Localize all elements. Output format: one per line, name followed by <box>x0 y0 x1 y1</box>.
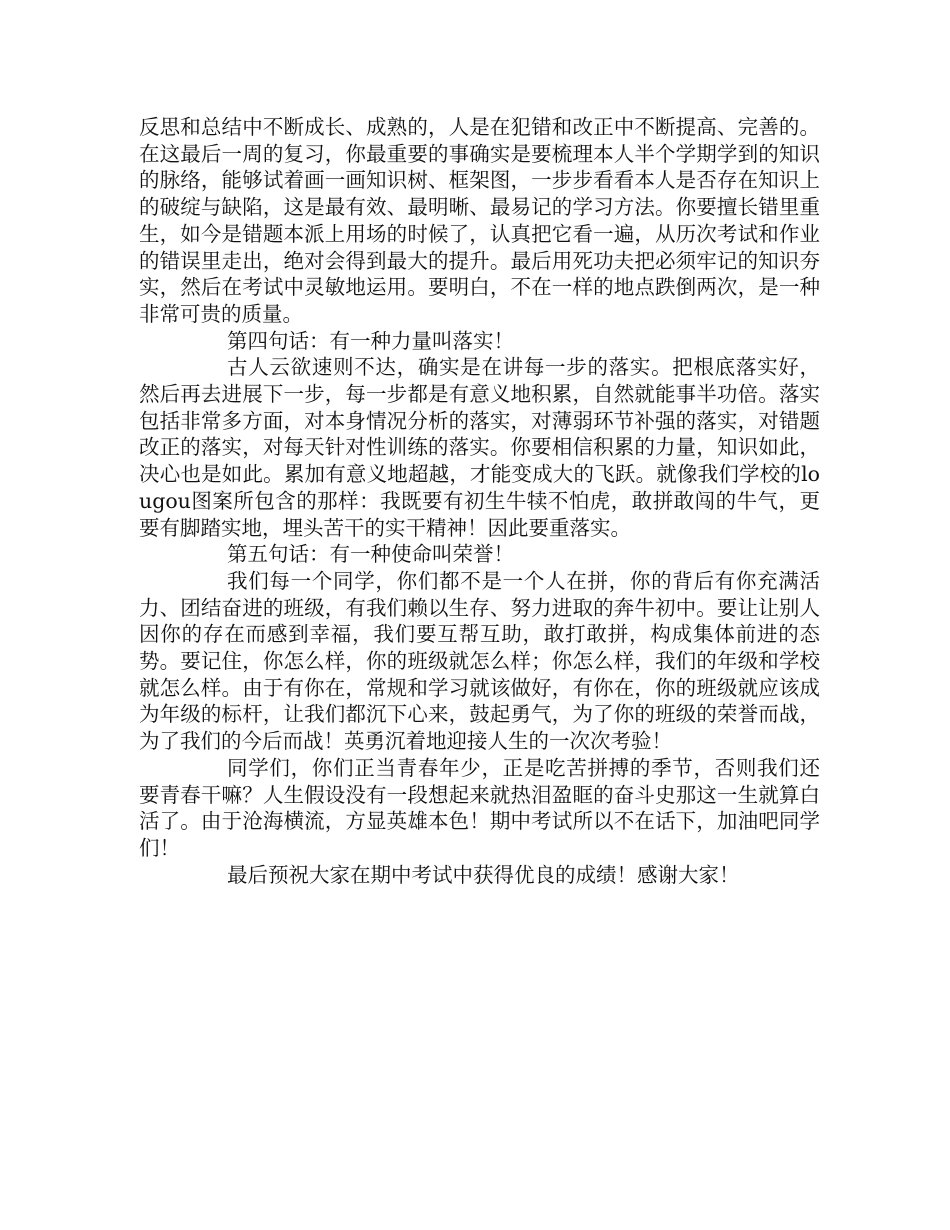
paragraph-implementation: 古人云欲速则不达，确实是在讲每一步的落实。把根底落实好，然后再去进展下一步，每一步都是有意义地积累，自然就能事半功倍。落实包括非常多方面，对本身情况分析的落实，对薄弱环节补强的落实，对错题改正的落实，对每天针对性训练的落实。你要相信积累的力量，知识如此，决心也是如此。累加有意义地超越，才能变成大的飞跃。就像我们学校的lougou图案所包含的那样：我既要有初生牛犊不怕虎，敢拼敢闯的牛气，更要有脚踏实地，埋头苦干的实干精神！因此要重落实。 <box>139 355 820 540</box>
document-body <box>139 114 820 888</box>
heading-fifth-saying: 第五句话：有一种使命叫荣誉！ <box>227 542 514 567</box>
paragraph-review-methods: 反思和总结中不断成长、成熟的，人是在犯错和改正中不断提高、完善的。在这最后一周的复习，你最重要的事确实是要梳理本人半个学期学到的知识的脉络，能够试着画一画知识树、框架图，一步步看看本人是否存在知识上的破绽与缺陷，这是最有效、最明晰、最易记的学习方法。你要擅长错里重生，如今是错题本派上用场的时候了，认真把它看一遍，从历次考试和作业的错误里走出，绝对会得到最大的提升。最后用死功夫把必须牢记的知识夯实，然后在考试中灵敏地运用。要明白，不在一样的地点跌倒两次，是一种非常可贵的质量。 <box>139 115 820 326</box>
paragraph-closing-wishes: 最后预祝大家在期中考试中获得优良的成绩！感谢大家！ <box>227 862 740 887</box>
heading-fourth-saying: 第四句话：有一种力量叫落实！ <box>227 328 514 353</box>
paragraph-youth: 同学们，你们正当青春年少，正是吃苦拼搏的季节，否则我们还要青春干嘛？人生假设没有一段想起来就热泪盈眶的奋斗史那这一生就算白活了。由于沧海横流，方显英雄本色！期中考试所以不在话下，加油吧同学们！ <box>139 755 820 860</box>
paragraph-honor: 我们每一个同学，你们都不是一个人在拼，你的背后有你充满活力、团结奋进的班级，有我们赖以生存、努力进取的奔牛初中。要让让别人因你的存在而感到幸福，我们要互帮互助，敢打敢拼，构成集体前进的态势。要记住，你怎么样，你的班级就怎么样；你怎么样，我们的年级和学校就怎么样。由于有你在，常规和学习就该做好，有你在，你的班级就应该成为年级的标杆，让我们都沉下心来，鼓起勇气，为了你的班级的荣誉而战，为了我们的今后而战！英勇沉着地迎接人生的一次次考验！ <box>139 568 820 754</box>
